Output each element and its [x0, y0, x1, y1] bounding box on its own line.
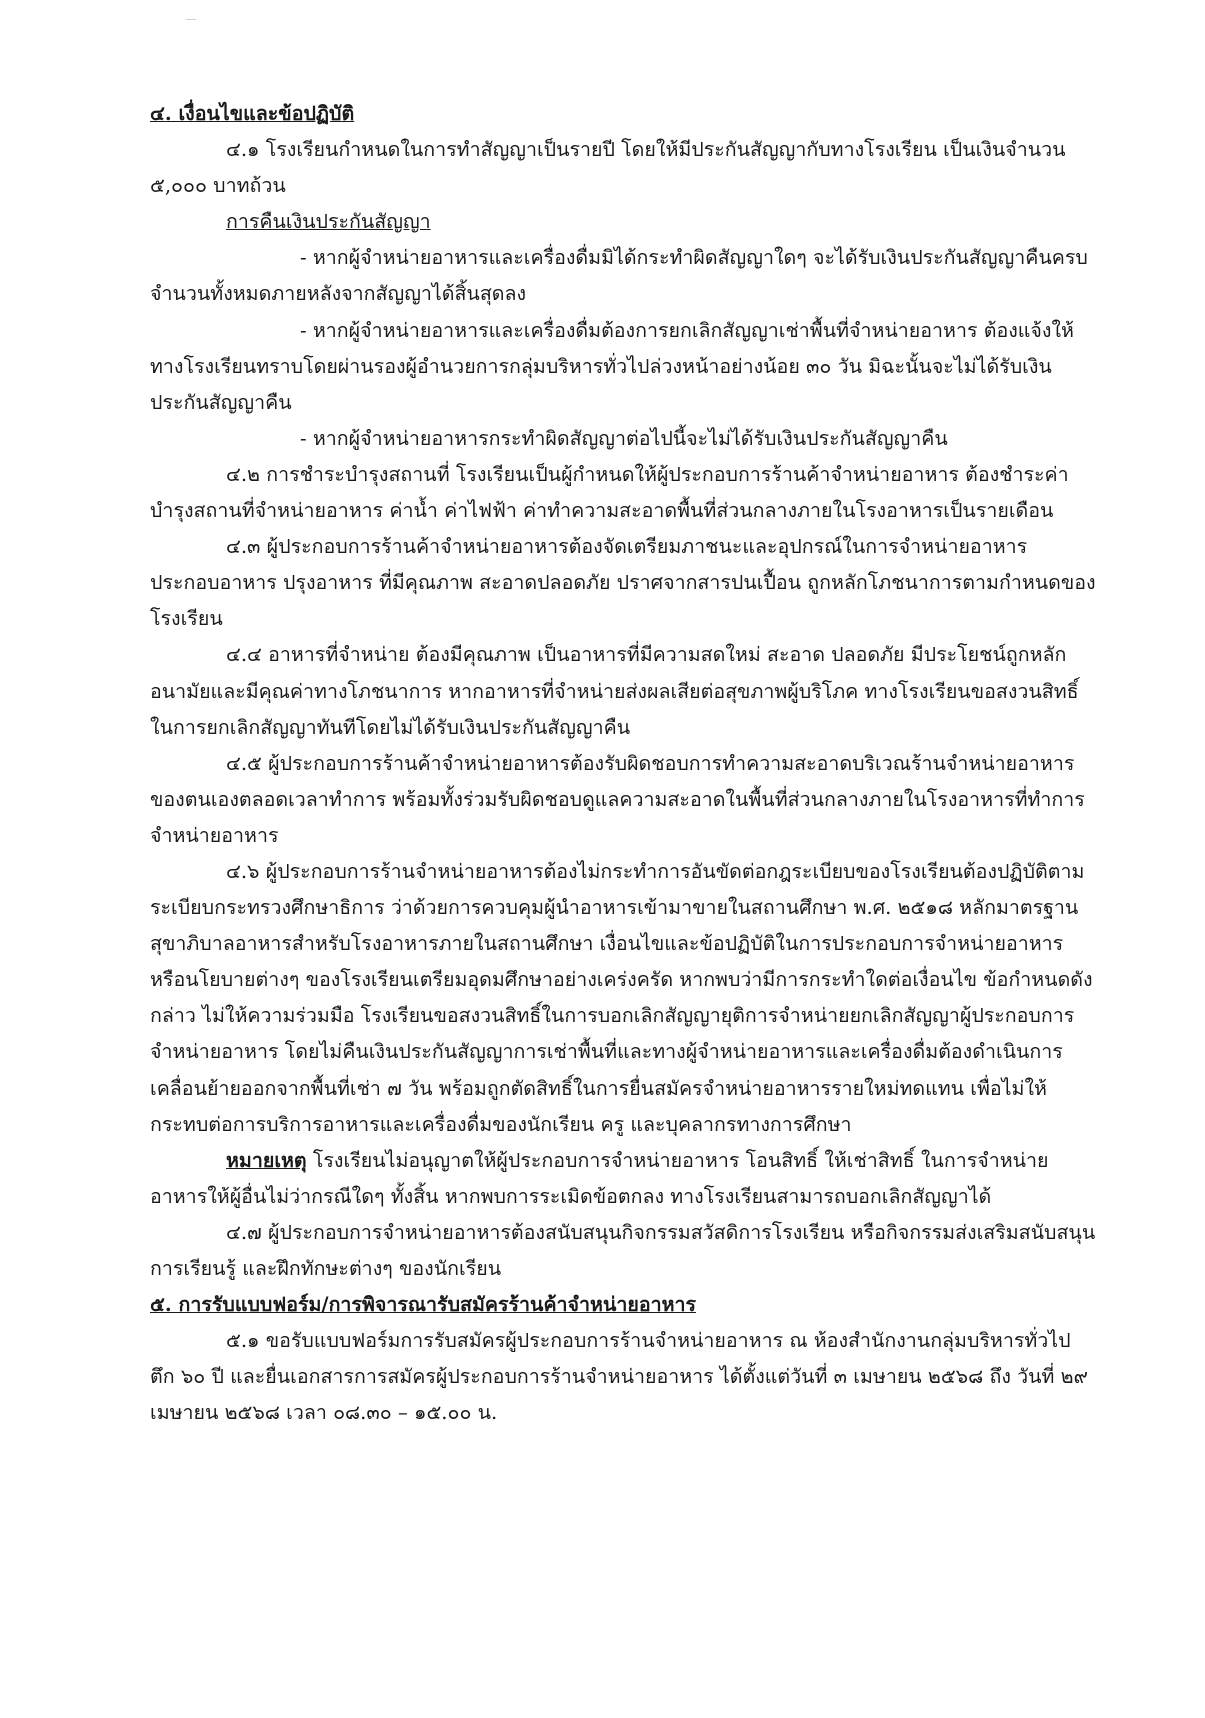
note-label: หมายเหตุ	[226, 1148, 307, 1172]
refund-item-2: - หากผู้จำหน่ายอาหารและเครื่องดื่มต้องการยกเลิกสัญญาเช่าพื้นที่จำหน่ายอาหาร ต้องแจ้งให้ทางโรงเรียนทราบโดยผ่านรองผู้อำนวยการกลุ่มบริหารทั่วไปล่วงหน้าอย่างน้อย ๓๐ วัน มิฉะนั้นจะไม่ได้รับเงินประกันสัญญาคืน	[150, 318, 1074, 414]
note-paragraph	[150, 1143, 1100, 1215]
refund-item-1: - หากผู้จำหน่ายอาหารและเครื่องดื่มมิได้กระทำผิดสัญญาใดๆ จะได้รับเงินประกันสัญญาคืนครบจำนวนทั้งหมดภายหลังจากสัญญาได้สิ้นสุดลง	[150, 246, 1088, 306]
refund-heading: การคืนเงินประกันสัญญา	[226, 210, 431, 234]
clause-4-5: ๔.๕ ผู้ประกอบการร้านค้าจำหน่ายอาหารต้องรับผิดชอบการทำความสะอาดบริเวณร้านจำหน่ายอาหารของตนเองตลอดเวลาทำการ พร้อมทั้งร่วมรับผิดชอบดูแลความสะอาดในพื้นที่ส่วนกลางภายในโรงอาหารที่ทำการจำหน่ายอาหาร	[150, 751, 1085, 847]
clause-4-6: ๔.๖ ผู้ประกอบการร้านจำหน่ายอาหารต้องไม่กระทำการอันขัดต่อกฎระเบียบของโรงเรียนต้องปฏิบัติตามระเบียบกระทรวงศึกษาธิการ ว่าด้วยการควบคุมผู้นำอาหารเข้ามาขายในสถานศึกษา พ.ศ. ๒๕๑๘ หลักมาตรฐานสุขาภิบาลอาหารสำหรับโรงอาหารภายในสถานศึกษา เงื่อนไขและข้อปฏิบัติในการประกอบการจำหน่ายอาหาร หรือนโยบายต่างๆ ของโรงเรียนเตรียมอุดมศึกษาอย่างเคร่งครัด หากพบว่ามีการกระทำใดต่อเงื่อนไข ข้อกำหนดดังกล่าว ไม่ให้ความร่วมมือ โรงเรียนขอสงวนสิทธิ์ในการบอกเลิกสัญญายุติการจำหน่ายยกเลิกสัญญาผู้ประกอบการจำหน่ายอาหาร โดยไม่คืนเงินประกันสัญญาการเช่าพื้นที่และทางผู้จำหน่ายอาหารและเครื่องดื่มต้องดำเนินการเคลื่อนย้ายออกจากพื้นที่เช่า ๗ วัน พร้อมถูกตัดสิทธิ์ในการยื่นสมัครจำหน่ายอาหารรายใหม่ทดแทน เพื่อไม่ให้กระทบต่อการบริการอาหารและเครื่องดื่มของนักเรียน ครู และบุคลากรทางการศึกษา	[150, 859, 1093, 1136]
clause-4-2: ๔.๒ การชำระบำรุงสถานที่ โรงเรียนเป็นผู้กำหนดให้ผู้ประกอบการร้านค้าจำหน่ายอาหาร ต้องชำระค่าบำรุงสถานที่จำหน่ายอาหาร ค่าน้ำ ค่าไฟฟ้า ค่าทำความสะอาดพื้นที่ส่วนกลางภายในโรงอาหารเป็นรายเดือน	[150, 462, 1069, 523]
refund-item-3: - หากผู้จำหน่ายอาหารกระทำผิดสัญญาต่อไปนี้จะไม่ได้รับเงินประกันสัญญาคืน	[300, 426, 948, 450]
clause-4-7: ๔.๗ ผู้ประกอบการจำหน่ายอาหารต้องสนับสนุนกิจกรรมสวัสดิการโรงเรียน หรือกิจกรรมส่งเสริมสนับสนุนการเรียนรู้ และฝึกทักษะต่างๆ ของนักเรียน	[150, 1220, 1096, 1280]
scan-mark	[186, 19, 196, 20]
document-body	[150, 96, 1100, 1431]
section-4-heading: ๔. เงื่อนไขและข้อปฏิบัติ	[150, 102, 355, 125]
clause-4-1: ๔.๑ โรงเรียนกำหนดในการทำสัญญาเป็นรายปี โดยให้มีประกันสัญญากับทางโรงเรียน เป็นเงินจำนวน ๕,๐๐๐ บาทถ้วน	[150, 138, 1066, 198]
note-text: โรงเรียนไม่อนุญาตให้ผู้ประกอบการจำหน่ายอาหาร โอนสิทธิ์ ให้เช่าสิทธิ์ ในการจำหน่ายอาหารให้ผู้อื่นไม่ว่ากรณีใดๆ ทั้งสิ้น หากพบการระเมิดข้อตกลง ทางโรงเรียนสามารถบอกเลิกสัญญาได้	[150, 1148, 1049, 1208]
clause-4-4: ๔.๔ อาหารที่จำหน่าย ต้องมีคุณภาพ เป็นอาหารที่มีความสดใหม่ สะอาด ปลอดภัย มีประโยชน์ถูกหลักอนามัยและมีคุณค่าทางโภชนาการ หากอาหารที่จำหน่ายส่งผลเสียต่อสุขภาพผู้บริโภค ทางโรงเรียนขอสงวนสิทธิ์ในการยกเลิกสัญญาทันทีโดยไม่ได้รับเงินประกันสัญญาคืน	[150, 643, 1079, 739]
section-5-heading: ๕. การรับแบบฟอร์ม/การพิจารณารับสมัครร้านค้าจำหน่ายอาหาร	[150, 1293, 697, 1317]
clause-4-3: ๔.๓ ผู้ประกอบการร้านค้าจำหน่ายอาหารต้องจัดเตรียมภาชนะและอุปกรณ์ในการจำหน่ายอาหาร ประกอบอาหาร ปรุงอาหาร ที่มีคุณภาพ สะอาดปลอดภัย ปราศจากสารปนเปื้อน ถูกหลักโภชนาการตามกำหนดของโรงเรียน	[150, 535, 1096, 631]
clause-5-1: ๕.๑ ขอรับแบบฟอร์มการรับสมัครผู้ประกอบการร้านจำหน่ายอาหาร ณ ห้องสำนักงานกลุ่มบริหารทั่วไป ตึก ๖๐ ปี และยื่นเอกสารการสมัครผู้ประกอบการร้านจำหน่ายอาหาร ได้ตั้งแต่วันที่ ๓ เมษายน ๒๕๖๘ ถึง วันที่ ๒๙ เมษายน ๒๕๖๘ เวลา ๐๘.๓๐ – ๑๕.๐๐ น.	[150, 1329, 1088, 1425]
